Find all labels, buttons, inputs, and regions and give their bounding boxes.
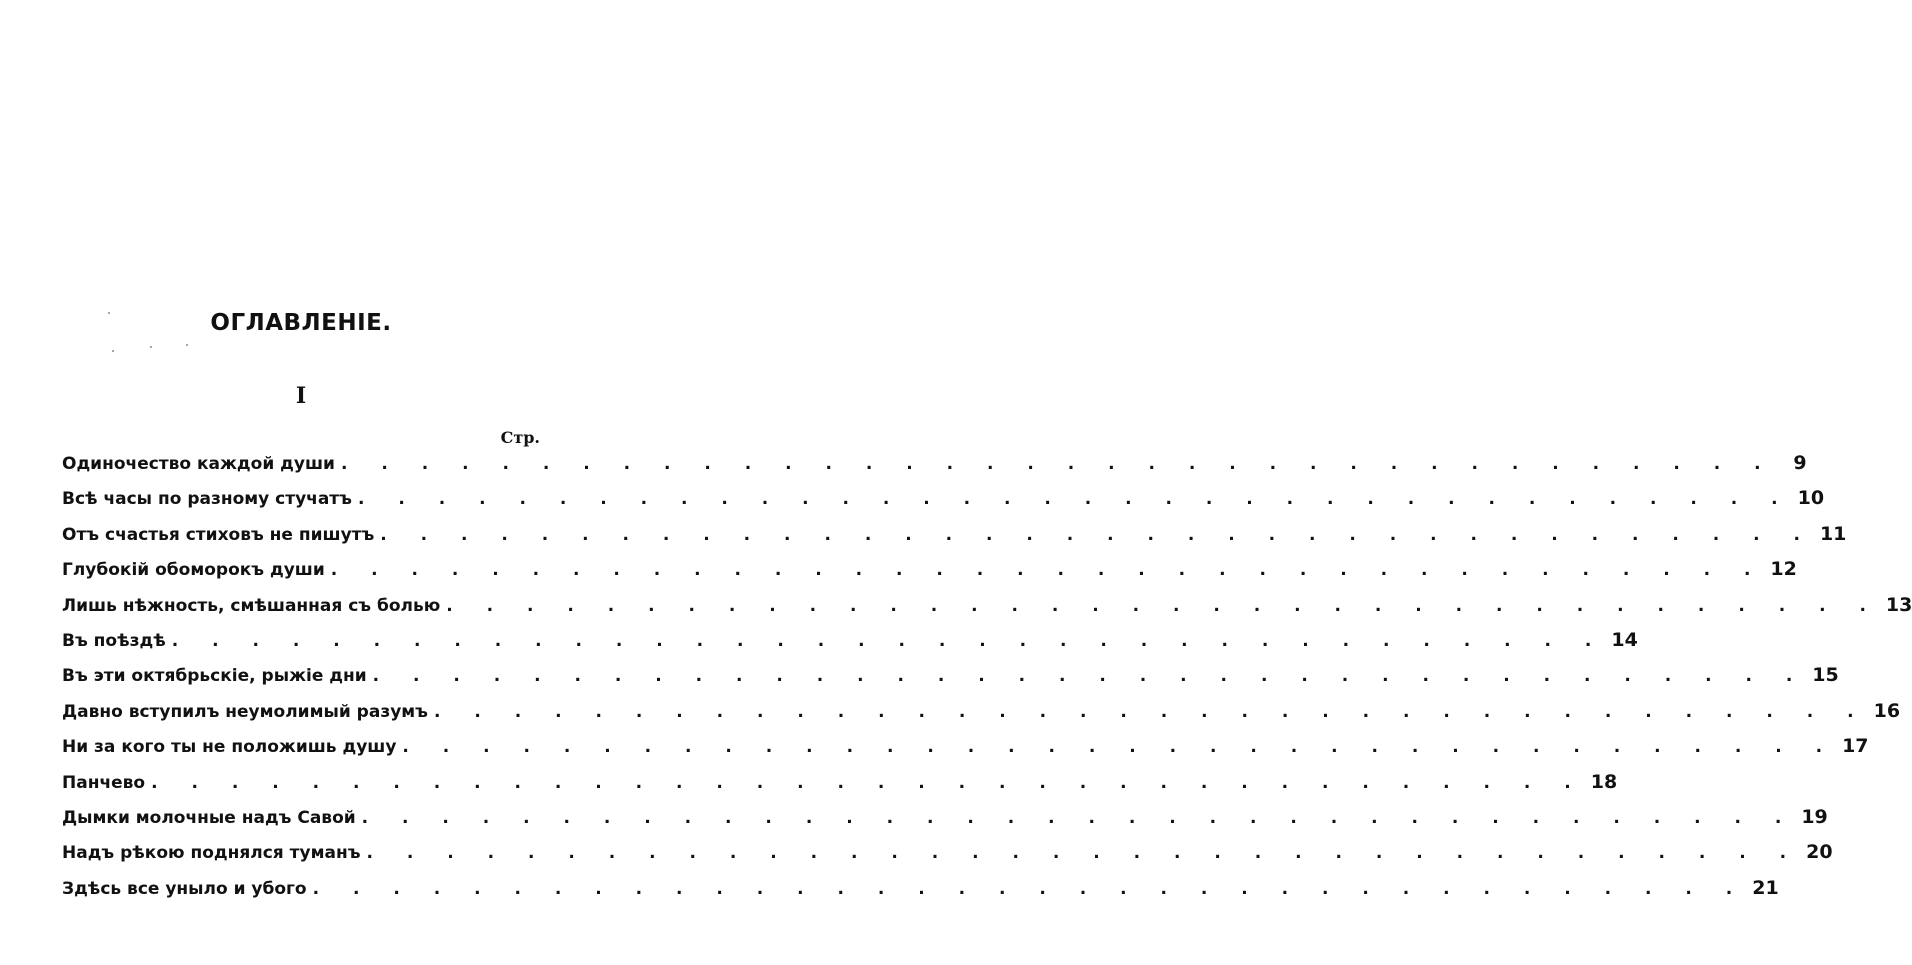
entry-page-number: 9 [1793, 452, 1807, 474]
paper-speck [112, 350, 114, 352]
paper-speck [186, 344, 188, 346]
page-column-header: Стр. [500, 428, 540, 447]
toc-entry [62, 487, 1825, 522]
entry-title: Всѣ часы по разному стучатъ [62, 489, 352, 510]
toc-entry [62, 522, 1847, 558]
entry-page-number: 10 [1797, 487, 1825, 510]
toc-title: ОГЛАВЛЕНІЕ. [210, 310, 392, 336]
entry-page-number: 12 [1770, 558, 1797, 581]
dot-leader: . . . . . . . . . . . . . . . . . . . . . . . . . . . . . . . . . . . . [357, 489, 1792, 510]
dot-leader: . . . . . . . . . . . . . . . . . . . . . . . . . . . . . . . . . . . . [312, 878, 1747, 899]
entry-title: Глубокій обоморокъ души [62, 560, 325, 581]
entry-title: Въ поѣздѣ [62, 630, 166, 651]
dot-leader: . . . . . . . . . . . . . . . . . . . . . . . . . . . . . . . . . . . . [330, 560, 1765, 581]
entry-page-number: 21 [1752, 876, 1779, 899]
toc-entry [62, 876, 1779, 912]
toc-entry [62, 699, 1901, 735]
dot-leader: . . . . . . . . . . . . . . . . . . . . . . . . . . . . . . . . . . . . [380, 524, 1814, 545]
entry-title: Одиночество каждой души [62, 454, 335, 474]
entry-page-number: 16 [1873, 699, 1901, 722]
toc-entry [62, 805, 1828, 841]
entry-title: Въ эти октябрьскіе, рыжіе дни [62, 666, 367, 687]
toc-entry [62, 628, 1638, 664]
entry-page-number: 11 [1819, 522, 1847, 545]
toc-entry [62, 664, 1839, 699]
paper-speck [150, 346, 152, 348]
entry-page-number: 15 [1812, 664, 1839, 687]
dot-leader: . . . . . . . . . . . . . . . . . . . . . . . . . . . . . . . . . . . . [433, 701, 1868, 722]
toc-entry [62, 770, 1618, 806]
entry-title: Лишь нѣжность, смѣшанная съ болью [62, 595, 441, 616]
entry-title: Здѣсь все уныло и убого [62, 878, 307, 899]
entry-title: Дымки молочные надъ Савой [62, 807, 356, 828]
entry-page-number: 20 [1806, 841, 1833, 864]
dot-leader: . . . . . . . . . . . . . . . . . . . . . . . . . . . . . . . . . . . . [372, 666, 1807, 687]
entry-page-number: 18 [1590, 770, 1618, 793]
toc-entry [62, 558, 1797, 593]
toc-entry [62, 841, 1833, 876]
toc-entry [62, 593, 1912, 629]
entry-page-number: 19 [1801, 805, 1828, 828]
dot-leader: . . . . . . . . . . . . . . . . . . . . . . . . . . . . . . . . . . . . [446, 595, 1880, 616]
entry-title: Давно вступилъ неумолимый разумъ [62, 701, 428, 722]
entry-title: Панчево [62, 772, 146, 793]
section-number: I [295, 383, 307, 409]
entry-page-number: 13 [1885, 593, 1912, 616]
dot-leader: . . . . . . . . . . . . . . . . . . . . . . . . . . . . . . . . . . . . [340, 454, 1775, 474]
toc-entry [62, 735, 1869, 770]
entry-title: Отъ счастья стиховъ не пишутъ [62, 524, 375, 545]
toc-list [62, 452, 1912, 912]
entry-title: Ни за кого ты не положишь душу [62, 737, 397, 758]
dot-leader: . . . . . . . . . . . . . . . . . . . . . . . . . . . . . . . . . . . . [151, 772, 1585, 793]
entry-title: Надъ рѣкою поднялся туманъ [62, 843, 361, 864]
toc-entry [62, 452, 1807, 487]
entry-page-number: 14 [1611, 628, 1638, 651]
dot-leader: . . . . . . . . . . . . . . . . . . . . . . . . . . . . . . . . . . . . [402, 737, 1837, 758]
entry-page-number: 17 [1842, 735, 1869, 758]
dot-leader: . . . . . . . . . . . . . . . . . . . . . . . . . . . . . . . . . . . . [366, 843, 1801, 864]
dot-leader: . . . . . . . . . . . . . . . . . . . . . . . . . . . . . . . . . . . . [171, 630, 1606, 651]
dot-leader: . . . . . . . . . . . . . . . . . . . . . . . . . . . . . . . . . . . . [361, 807, 1796, 828]
